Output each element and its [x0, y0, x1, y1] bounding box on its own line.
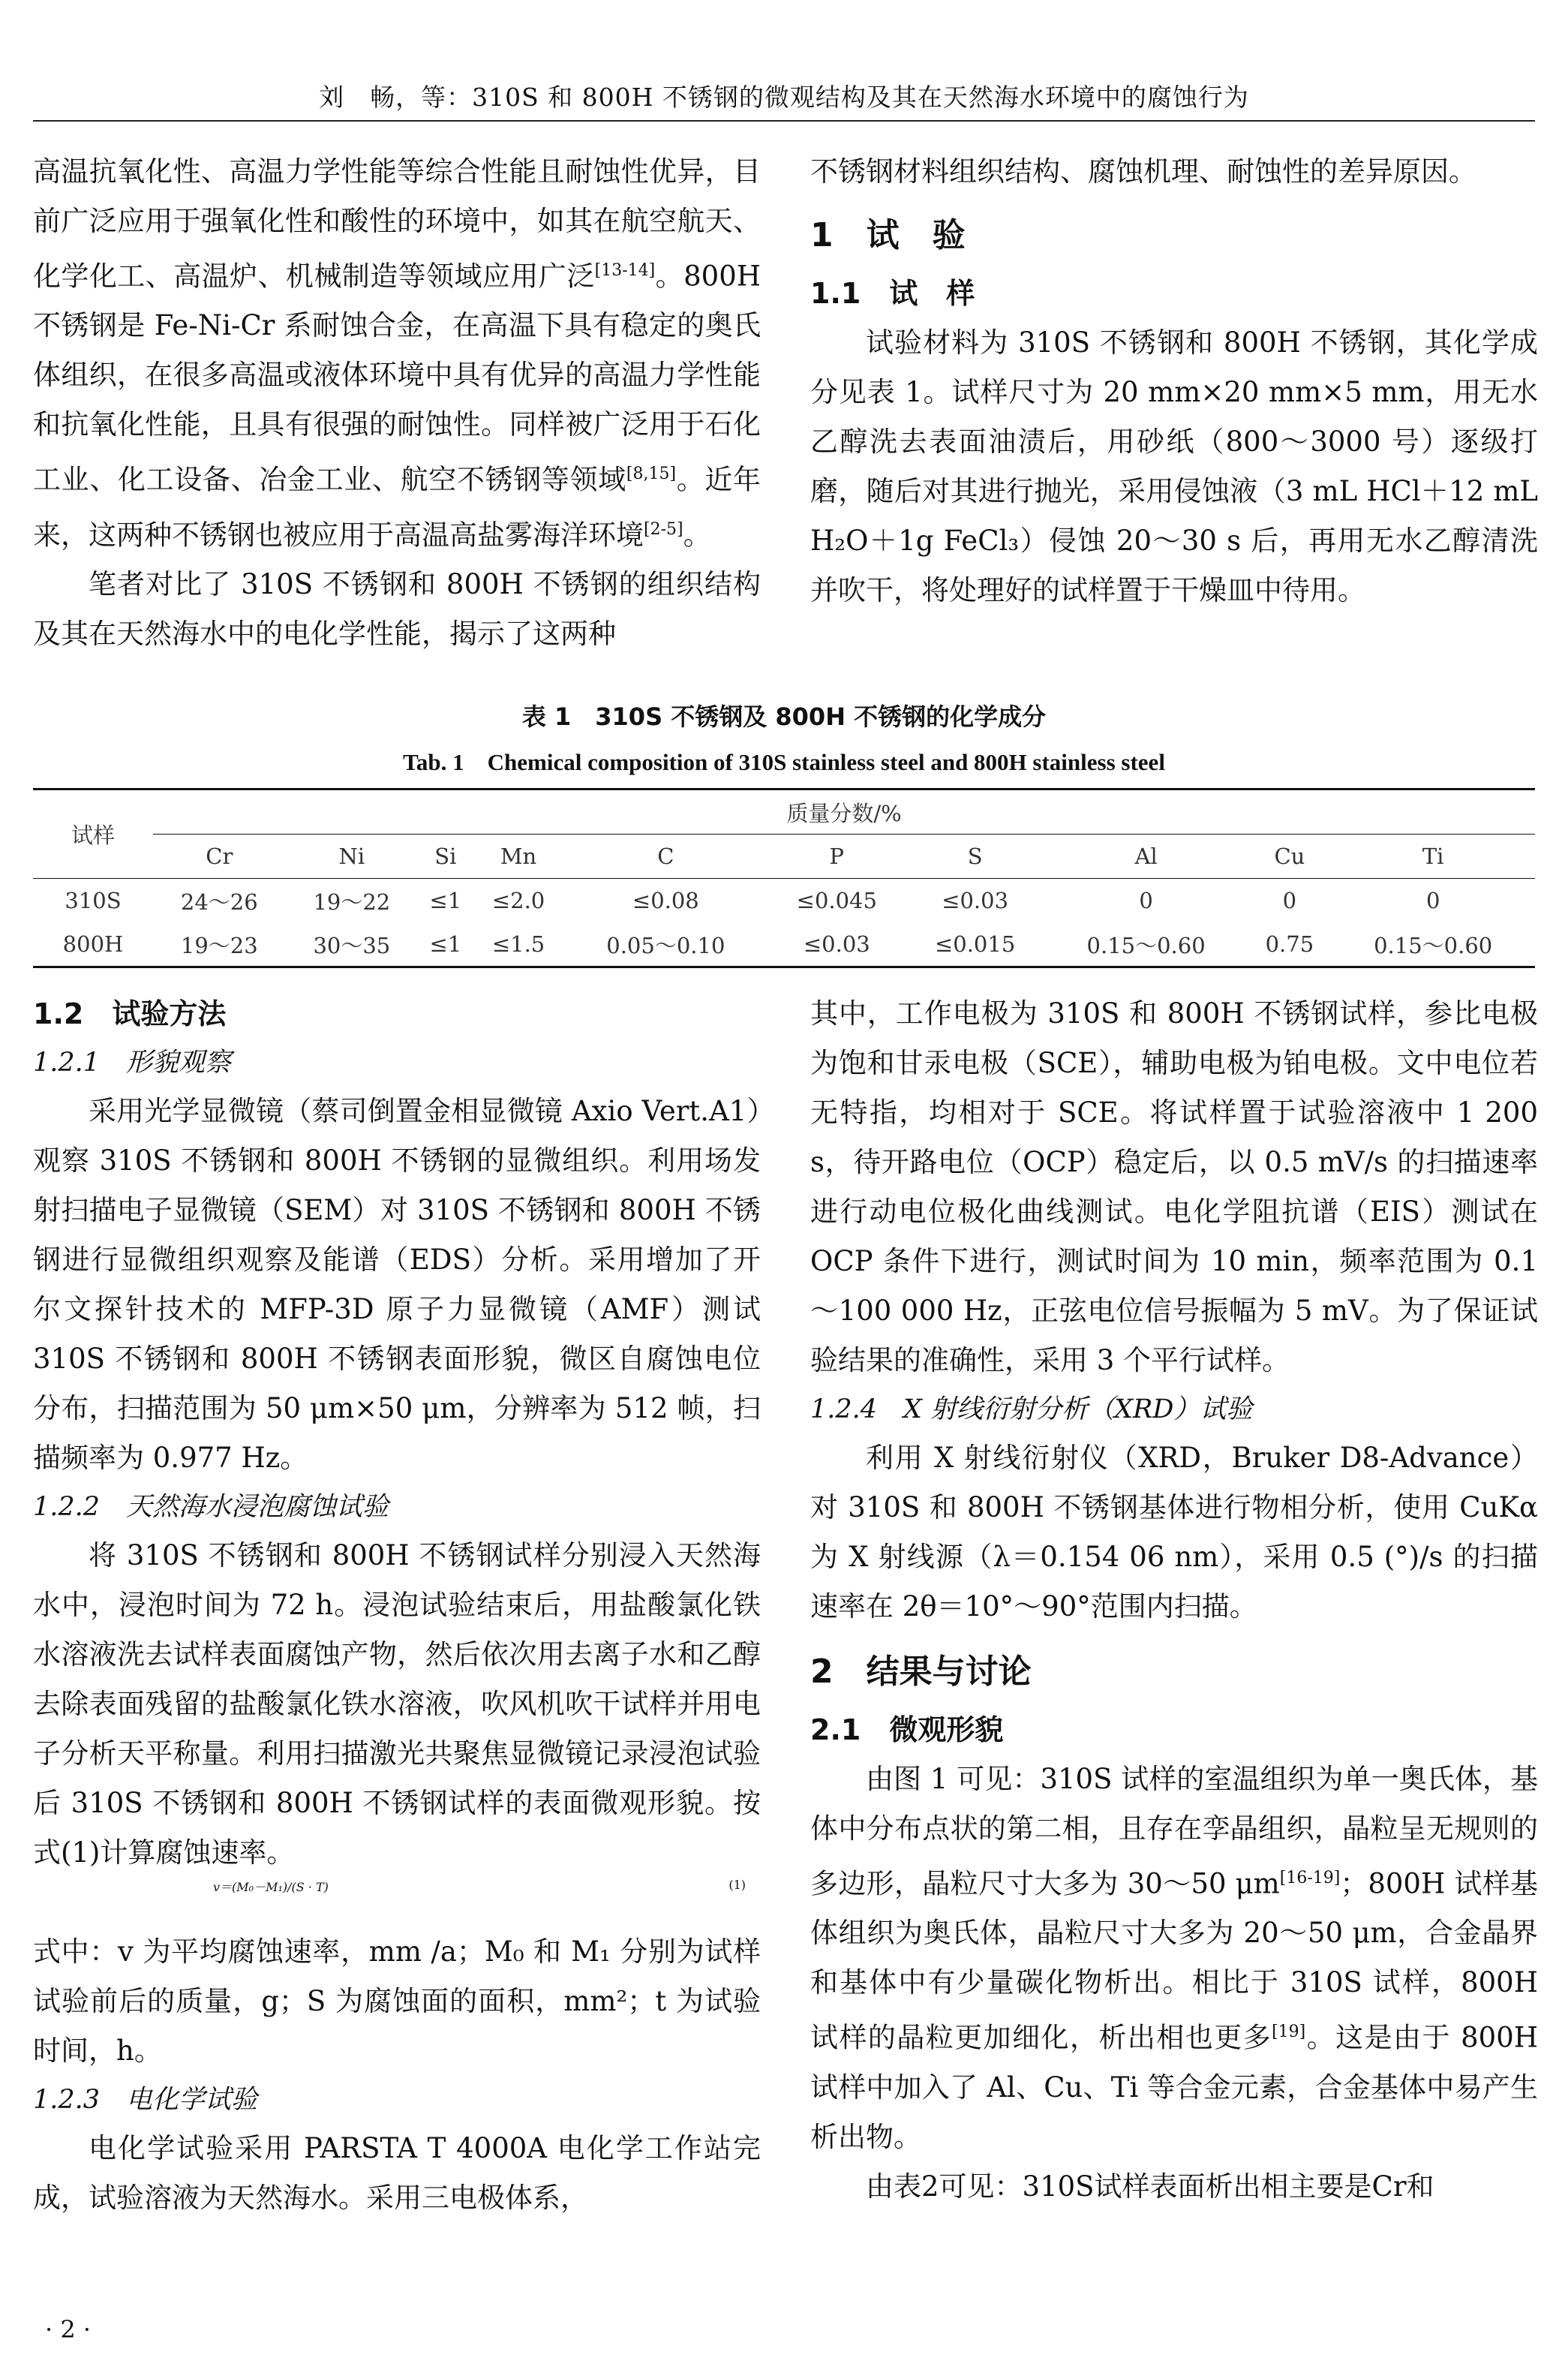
section-heading: 2 结果与讨论	[810, 1653, 1032, 1691]
subsection-heading: 1.2 试验方法	[33, 997, 227, 1030]
equation	[33, 1878, 761, 1927]
table-cell: 0.15～0.60	[1374, 932, 1493, 958]
table-cell: ≤2.0	[491, 888, 545, 913]
subsubsection-heading: 1.2.1 形貌观察	[33, 1048, 232, 1078]
paragraph: 由表2可见：310S试样表面析出相主要是Cr和	[866, 2170, 1434, 2203]
table-header-sample: 试样	[33, 789, 153, 879]
section-heading: 1 试 验	[810, 216, 966, 254]
table-cell: ≤1.5	[491, 931, 545, 957]
table-cell: 310S	[65, 888, 122, 913]
table-cell: 19～23	[180, 932, 258, 958]
paragraph: 将 310S 不锈钢和 800H 不锈钢试样分别浸入天然海水中，浸泡时间为 72 h。浸泡试验结束后，用盐酸氯化铁水溶液洗去试样表面腐蚀产物，然后依次用去离子水和乙醇去除表面残留的盐酸氯化铁水溶液，吹风机吹干试样并用电子分析天平称量。利用扫描激光共聚焦显微镜记录浸泡试验后 310S 不锈钢和 800H 不锈钢试样的表面微观形貌。按式(1)计算腐蚀速率。	[33, 1539, 761, 1869]
paragraph: 由图 1 可见：310S 试样的室温组织为单一奥氏体，基体中分布点状的第二相，且存在孪晶组织，晶粒呈无规则的多边形，晶粒尺寸大多为 30～50 μm[16-19]；800H 试样基体组织为奥氏体，晶粒尺寸大多为 20～50 μm，合金晶界和基体中有少量碳化物析出。相比于 310S 试样，800H 试样的晶粒更加细化，析出相也更多[19]。这是由于 800H 试样中加入了 Al、Cu、Ti 等合金元素，合金基体中易产生析出物。	[810, 1763, 1538, 2153]
left-column-bottom	[33, 989, 761, 2223]
table-column-header: Al	[1134, 844, 1158, 869]
table-cell: ≤1	[429, 888, 462, 913]
citation: [13-14]	[594, 261, 656, 280]
equation-number: (1)	[728, 1878, 746, 1892]
table-column-header: Mn	[500, 844, 537, 869]
page-number: · 2 ·	[45, 2315, 92, 2344]
subsection-heading: 1.1 试 样	[810, 277, 975, 310]
table-column-header: S	[967, 844, 983, 869]
table-cell: 0.05～0.10	[606, 932, 725, 958]
table-cell: 30～35	[313, 932, 391, 958]
subsubsection-heading: 1.2.2 天然海水浸泡腐蚀试验	[33, 1492, 389, 1522]
header-rule	[33, 120, 1535, 122]
table-title-en: Tab. 1 Chemical composition of 310S stainless steel and 800H stainless steel	[403, 749, 1165, 775]
table-column-header: Ti	[1422, 844, 1444, 869]
left-column-top	[33, 147, 761, 659]
citation: [16-19]	[1279, 1869, 1341, 1887]
table-cell: ≤0.03	[803, 931, 870, 957]
subsubsection-heading: 1.2.3 电化学试验	[33, 2085, 258, 2115]
citation: [8,15]	[626, 465, 677, 484]
paragraph: 笔者对比了 310S 不锈钢和 800H 不锈钢的组织结构及其在天然海水中的电化学性能，揭示了这两种	[33, 567, 761, 650]
table-column-header: Si	[434, 844, 457, 869]
table-cell: ≤0.015	[934, 931, 1016, 957]
paragraph: 其中，工作电极为 310S 和 800H 不锈钢试样，参比电极为饱和甘汞电极（SCE），辅助电极为铂电极。文中电位若无特指，均相对于 SCE。将试样置于试验溶液中 1 200 s，待开路电位（OCP）稳定后，以 0.5 mV/s 的扫描速率进行动电位极化曲线测试。电化学阻抗谱（EIS）测试在 OCP 条件下进行，测试时间为 10 min，频率范围为 0.1～100 000 Hz，正弦电位信号振幅为 5 mV。为了保证试验结果的准确性，采用 3 个平行试样。	[810, 997, 1538, 1376]
paragraph: 电化学试验采用 PARSTA T 4000A 电化学工作站完成，试验溶液为天然海水。采用三电极体系，	[33, 2132, 761, 2214]
equation-formula: v＝(M₀－M₁)/(S · T)	[213, 1880, 329, 1894]
table-cell: 0	[1282, 888, 1297, 913]
table-column-header: Ni	[338, 844, 365, 869]
table-title-cn: 表 1 310S 不锈钢及 800H 不锈钢的化学成分	[521, 702, 1047, 731]
table-column-header: P	[829, 844, 845, 869]
table-cell: 800H	[62, 931, 124, 957]
right-column-bottom	[810, 989, 1538, 2212]
composition-table	[33, 788, 1535, 968]
table-cell: 0	[1139, 888, 1153, 913]
table-cell: 0.75	[1265, 931, 1314, 957]
table-cell: ≤0.08	[632, 888, 699, 913]
citation: [19]	[1272, 2023, 1306, 2042]
table-column-header: Cr	[206, 844, 233, 869]
right-column-top	[810, 147, 1538, 615]
table-column-header: Cu	[1274, 844, 1305, 869]
table-cell: ≤0.045	[796, 888, 877, 913]
table-cell: 0	[1425, 888, 1440, 913]
paragraph: 不锈钢材料组织结构、腐蚀机理、耐蚀性的差异原因。	[810, 155, 1476, 188]
paragraph: 采用光学显微镜（蔡司倒置金相显微镜 Axio Vert.A1）观察 310S 不锈钢和 800H 不锈钢的显微组织。利用场发射扫描电子显微镜（SEM）对 310S 不锈钢和 800H 不锈钢进行显微组织观察及能谱（EDS）分析。采用增加了开尔文探针技术的 MFP-3D 原子力显微镜（AMF）测试 310S 不锈钢和 800H 不锈钢表面形貌，微区自腐蚀电位分布，扫描范围为 50 μm×50 μm，分辨率为 512 帧，扫描频率为 0.977 Hz。	[33, 1095, 761, 1474]
table-cell: 19～22	[313, 889, 391, 915]
table-cell: 0.15～0.60	[1086, 932, 1206, 958]
table-column-header: C	[657, 844, 674, 869]
subsection-heading: 2.1 微观形貌	[810, 1713, 1004, 1746]
table-cell: ≤1	[429, 931, 462, 957]
paragraph: 试验材料为 310S 不锈钢和 800H 不锈钢，其化学成分见表 1。试样尺寸为 20 mm×20 mm×5 mm，用无水乙醇洗去表面油渍后，用砂纸（800～3000 号）逐级打磨，随后对其进行抛光，采用侵蚀液（3 mL HCl＋12 mL H₂O＋1g FeCl₃）侵蚀 20～30 s 后，再用无水乙醇清洗并吹干，将处理好的试样置于干燥皿中待用。	[810, 326, 1538, 606]
table-header-group: 质量分数/%	[153, 789, 1535, 835]
paragraph: 利用 X 射线衍射仪（XRD，Bruker D8-Advance）对 310S 和 800H 不锈钢基体进行物相分析，使用 CuKα 为 X 射线源（λ＝0.154 06 nm），采用 0.5 (°)/s 的扫描速率在 2θ＝10°～90°范围内扫描。	[810, 1442, 1538, 1623]
paragraph: 式中：v 为平均腐蚀速率，mm /a；M₀ 和 M₁ 分别为试样试验前后的质量，g；S 为腐蚀面的面积，mm²；t 为试验时间，h。	[33, 1935, 761, 2067]
table-row	[33, 879, 1535, 923]
table-cell: 24～26	[180, 889, 258, 915]
paragraph: 高温抗氧化性、高温力学性能等综合性能且耐蚀性优异，目前广泛应用于强氧化性和酸性的环境中，如其在航空航天、化学化工、高温炉、机械制造等领域应用广泛[13-14]。800H 不锈钢是 Fe-Ni-Cr 系耐蚀合金，在高温下具有稳定的奥氏体组织，在很多高温或液体环境中具有优异的高温力学性能和抗氧化性能，且具有很强的耐蚀性。同样被广泛用于石化工业、化工设备、冶金工业、航空不锈钢等领域[8,15]。近年来，这两种不锈钢也被应用于高温高盐雾海洋环境[2-5]。	[33, 155, 761, 551]
subsubsection-heading: 1.2.4 X 射线衍射分析（XRD）试验	[810, 1394, 1253, 1424]
table-cell: ≤0.03	[942, 888, 1009, 913]
citation: [2-5]	[644, 519, 683, 539]
table-row	[33, 922, 1535, 967]
running-header: 刘 畅，等：310S 和 800H 不锈钢的微观结构及其在天然海水环境中的腐蚀行为	[319, 83, 1249, 112]
